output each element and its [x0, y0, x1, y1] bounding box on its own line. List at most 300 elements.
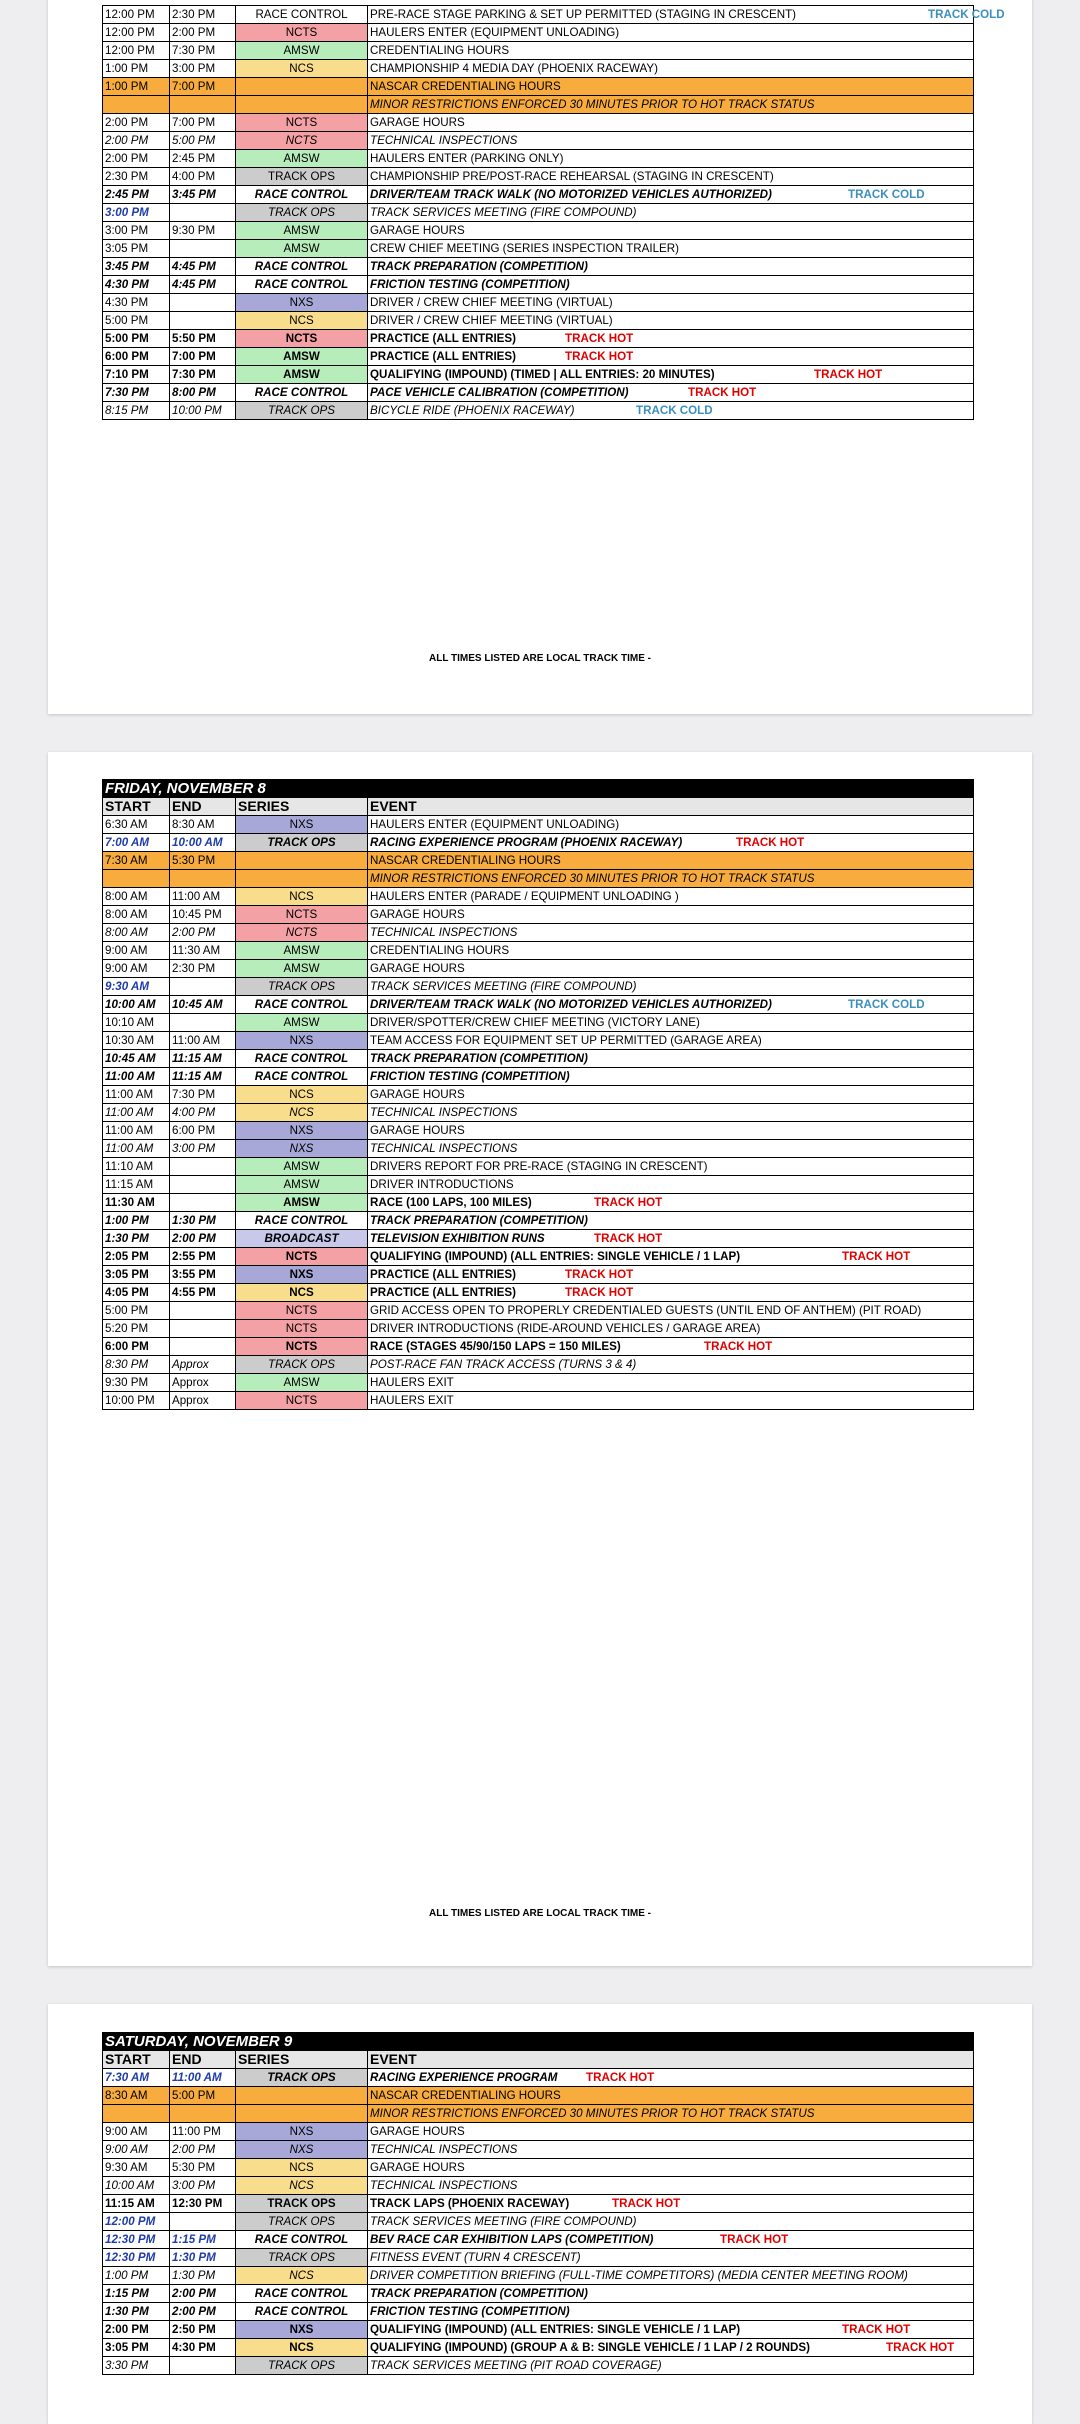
schedule-row	[103, 1032, 974, 1050]
series-badge: RACE CONTROL	[236, 2285, 368, 2303]
event-text	[368, 276, 974, 294]
event-text	[368, 42, 974, 60]
start-time: 8:15 PM	[103, 402, 170, 420]
event-label: GARAGE HOURS	[370, 2125, 465, 2138]
end-time: 5:30 PM	[170, 852, 236, 870]
schedule-row	[103, 168, 974, 186]
end-time: 5:50 PM	[170, 330, 236, 348]
end-time: 10:00 PM	[170, 402, 236, 420]
schedule-row	[103, 366, 974, 384]
event-text	[368, 2177, 974, 2195]
track-hot-badge: TRACK HOT	[612, 2197, 681, 2210]
event-text	[368, 2339, 974, 2357]
schedule-row	[103, 2267, 974, 2285]
start-time: 8:00 AM	[103, 924, 170, 942]
end-time: 11:15 AM	[170, 1068, 236, 1086]
event-text	[368, 1248, 974, 1266]
event-text	[368, 2105, 974, 2123]
schedule-row	[103, 204, 974, 222]
start-time: 2:05 PM	[103, 1248, 170, 1266]
start-time: 10:00 AM	[103, 996, 170, 1014]
schedule-row	[103, 1104, 974, 1122]
start-time: 8:00 AM	[103, 888, 170, 906]
event-label: HAULERS ENTER (PARKING ONLY)	[370, 152, 564, 165]
start-time: 11:00 AM	[103, 1086, 170, 1104]
event-text	[368, 1320, 974, 1338]
schedule-row	[103, 2249, 974, 2267]
series-badge: NCTS	[236, 1320, 368, 1338]
end-time: 2:55 PM	[170, 1248, 236, 1266]
event-label: DRIVER INTRODUCTIONS	[370, 1178, 514, 1191]
event-text	[368, 2195, 974, 2213]
start-time: 10:30 AM	[103, 1032, 170, 1050]
event-label: CHAMPIONSHIP 4 MEDIA DAY (PHOENIX RACEWAY)	[370, 62, 658, 75]
start-time: 5:00 PM	[103, 1302, 170, 1320]
end-time: 8:00 PM	[170, 384, 236, 402]
event-text	[368, 312, 974, 330]
track-cold-badge: TRACK COLD	[636, 404, 713, 417]
schedule-row	[103, 132, 974, 150]
event-text	[368, 906, 974, 924]
end-time: 2:00 PM	[170, 24, 236, 42]
end-time: 11:30 AM	[170, 942, 236, 960]
start-time: 10:45 AM	[103, 1050, 170, 1068]
event-text	[368, 978, 974, 996]
track-hot-badge: TRACK HOT	[565, 1268, 634, 1281]
schedule-table-thursday	[102, 5, 1005, 420]
start-time: 9:00 AM	[103, 2123, 170, 2141]
track-hot-badge: TRACK HOT	[814, 368, 883, 381]
event-text	[368, 222, 974, 240]
series-badge: RACE CONTROL	[236, 6, 368, 24]
series-badge: TRACK OPS	[236, 2195, 368, 2213]
series-badge: NCS	[236, 1086, 368, 1104]
schedule-row	[103, 24, 974, 42]
schedule-row	[103, 2195, 974, 2213]
start-time: 2:30 PM	[103, 168, 170, 186]
series-badge: TRACK OPS	[236, 1356, 368, 1374]
end-time: 4:55 PM	[170, 1284, 236, 1302]
event-label: TECHNICAL INSPECTIONS	[370, 1106, 518, 1119]
event-text	[368, 1032, 974, 1050]
series-badge: AMSW	[236, 960, 368, 978]
start-time: 2:00 PM	[103, 2321, 170, 2339]
start-time: 8:30 AM	[103, 2087, 170, 2105]
start-time: 3:30 PM	[103, 2357, 170, 2375]
series-badge: RACE CONTROL	[236, 996, 368, 1014]
event-label: PRE-RACE STAGE PARKING & SET UP PERMITTED (STAGING IN CRESCENT)	[370, 8, 797, 21]
event-label: GRID ACCESS OPEN TO PROPERLY CREDENTIALED GUESTS (UNTIL END OF ANTHEM) (PIT ROAD)	[370, 1304, 922, 1317]
event-text	[368, 960, 974, 978]
event-label: HAULERS EXIT	[370, 1394, 454, 1407]
series-badge: RACE CONTROL	[236, 258, 368, 276]
schedule-row	[103, 978, 974, 996]
event-label: CREW CHIEF MEETING (SERIES INSPECTION TRAILER)	[370, 242, 679, 255]
event-label: TRACK PREPARATION (COMPETITION)	[370, 2287, 588, 2300]
series-badge: NCS	[236, 60, 368, 78]
end-time: 5:00 PM	[170, 132, 236, 150]
schedule-row	[103, 42, 974, 60]
event-label: CREDENTIALING HOURS	[370, 944, 510, 957]
end-time: 11:15 AM	[170, 1050, 236, 1068]
event-text	[368, 1140, 974, 1158]
end-time: 1:30 PM	[170, 1212, 236, 1230]
schedule-row	[103, 1122, 974, 1140]
schedule-row	[103, 150, 974, 168]
series-badge: NCS	[236, 2177, 368, 2195]
day-title: SATURDAY, NOVEMBER 9	[103, 2033, 974, 2051]
series-badge: TRACK OPS	[236, 978, 368, 996]
series-badge: NCS	[236, 888, 368, 906]
start-time: 7:30 AM	[103, 852, 170, 870]
series-badge: BROADCAST	[236, 1230, 368, 1248]
event-text	[368, 2285, 974, 2303]
event-text	[368, 186, 974, 204]
track-cold-badge: TRACK COLD	[848, 188, 925, 201]
start-time: 11:30 AM	[103, 1194, 170, 1212]
event-label: QUALIFYING (IMPOUND) (ALL ENTRIES: SINGLE VEHICLE / 1 LAP)	[370, 1250, 741, 1263]
track-hot-badge: TRACK HOT	[704, 1340, 773, 1353]
event-text	[368, 1230, 974, 1248]
event-label: CREDENTIALING HOURS	[370, 44, 510, 57]
start-time: 3:45 PM	[103, 258, 170, 276]
event-label: TECHNICAL INSPECTIONS	[370, 1142, 518, 1155]
event-label: FITNESS EVENT (TURN 4 CRESCENT)	[370, 2251, 581, 2264]
event-text	[368, 1086, 974, 1104]
event-text	[368, 2249, 974, 2267]
schedule-row	[103, 2357, 974, 2375]
start-time: 11:10 AM	[103, 1158, 170, 1176]
end-time	[170, 2105, 236, 2123]
event-label: TRACK SERVICES MEETING (FIRE COMPOUND)	[370, 980, 637, 993]
series-badge: NXS	[236, 1032, 368, 1050]
event-label: TRACK LAPS (PHOENIX RACEWAY)	[370, 2197, 570, 2210]
start-time: 11:00 AM	[103, 1104, 170, 1122]
event-label: GARAGE HOURS	[370, 908, 465, 921]
schedule-row	[103, 1320, 974, 1338]
event-text	[368, 258, 974, 276]
end-time: Approx	[170, 1356, 236, 1374]
schedule-row	[103, 2339, 974, 2357]
event-text	[368, 384, 974, 402]
start-time: 9:30 PM	[103, 1374, 170, 1392]
start-time: 10:10 AM	[103, 1014, 170, 1032]
event-text	[368, 870, 974, 888]
event-text	[368, 1176, 974, 1194]
start-time: 12:00 PM	[103, 42, 170, 60]
event-label: QUALIFYING (IMPOUND) (ALL ENTRIES: SINGLE VEHICLE / 1 LAP)	[370, 2323, 741, 2336]
schedule-row	[103, 384, 974, 402]
event-label: DRIVER/TEAM TRACK WALK (NO MOTORIZED VEHICLES AUTHORIZED)	[370, 188, 772, 201]
end-time: 4:45 PM	[170, 258, 236, 276]
end-time: 3:55 PM	[170, 1266, 236, 1284]
start-time: 11:00 AM	[103, 1140, 170, 1158]
schedule-row	[103, 2213, 974, 2231]
event-label: TECHNICAL INSPECTIONS	[370, 2143, 518, 2156]
start-time	[103, 870, 170, 888]
event-text	[368, 942, 974, 960]
event-text	[368, 996, 974, 1014]
event-label: POST-RACE FAN TRACK ACCESS (TURNS 3 & 4)	[370, 1358, 637, 1371]
event-label: PRACTICE (ALL ENTRIES)	[370, 350, 516, 363]
end-time: 12:30 PM	[170, 2195, 236, 2213]
end-time	[170, 1014, 236, 1032]
start-time: 12:00 PM	[103, 6, 170, 24]
end-time: 2:00 PM	[170, 2285, 236, 2303]
end-time: 2:00 PM	[170, 1230, 236, 1248]
start-time: 1:30 PM	[103, 1230, 170, 1248]
series-badge: AMSW	[236, 1176, 368, 1194]
end-time: 2:30 PM	[170, 960, 236, 978]
end-time: 4:30 PM	[170, 2339, 236, 2357]
series-badge: NCTS	[236, 1338, 368, 1356]
series-badge: AMSW	[236, 1194, 368, 1212]
schedule-row	[103, 2231, 974, 2249]
event-label: PRACTICE (ALL ENTRIES)	[370, 332, 516, 345]
end-time: 7:00 PM	[170, 114, 236, 132]
series-badge	[236, 2087, 368, 2105]
event-text	[368, 1374, 974, 1392]
schedule-row	[103, 222, 974, 240]
start-time: 12:30 PM	[103, 2249, 170, 2267]
event-text	[368, 150, 974, 168]
series-badge: AMSW	[236, 42, 368, 60]
track-cold-badge: TRACK COLD	[928, 8, 1005, 21]
start-time: 1:15 PM	[103, 2285, 170, 2303]
event-label: GARAGE HOURS	[370, 1124, 465, 1137]
event-label: DRIVER COMPETITION BRIEFING (FULL-TIME COMPETITORS) (MEDIA CENTER MEETING ROOM)	[370, 2269, 908, 2282]
event-text	[368, 1266, 974, 1284]
end-time: 7:30 PM	[170, 42, 236, 60]
series-badge: RACE CONTROL	[236, 1050, 368, 1068]
event-label: DRIVERS REPORT FOR PRE-RACE (STAGING IN CRESCENT)	[370, 1160, 708, 1173]
schedule-row	[103, 960, 974, 978]
end-time	[170, 1302, 236, 1320]
event-text	[368, 348, 974, 366]
series-badge: NCTS	[236, 1302, 368, 1320]
schedule-row	[103, 2159, 974, 2177]
schedule-row	[103, 1158, 974, 1176]
series-badge: AMSW	[236, 240, 368, 258]
schedule-page-friday	[48, 752, 1032, 1966]
schedule-row	[103, 348, 974, 366]
event-text	[368, 1122, 974, 1140]
event-text	[368, 60, 974, 78]
event-text	[368, 204, 974, 222]
event-label: HAULERS ENTER (EQUIPMENT UNLOADING)	[370, 26, 620, 39]
schedule-row	[103, 852, 974, 870]
start-time: 3:05 PM	[103, 240, 170, 258]
schedule-row	[103, 1140, 974, 1158]
track-hot-badge: TRACK HOT	[565, 1286, 634, 1299]
schedule-page-thursday	[48, 0, 1032, 714]
start-time: 3:00 PM	[103, 222, 170, 240]
schedule-row	[103, 888, 974, 906]
schedule-row	[103, 1356, 974, 1374]
event-text	[368, 24, 974, 42]
event-label: DRIVER / CREW CHIEF MEETING (VIRTUAL)	[370, 296, 613, 309]
track-cold-badge: TRACK COLD	[848, 998, 925, 1011]
event-text	[368, 366, 974, 384]
event-label: CHAMPIONSHIP PRE/POST-RACE REHEARSAL (STAGING IN CRESCENT)	[370, 170, 774, 183]
event-label: GARAGE HOURS	[370, 224, 465, 237]
end-time: 2:30 PM	[170, 6, 236, 24]
series-badge: RACE CONTROL	[236, 384, 368, 402]
series-badge: AMSW	[236, 1158, 368, 1176]
col-header-end: END	[170, 798, 236, 816]
end-time	[170, 294, 236, 312]
end-time: 10:00 AM	[170, 834, 236, 852]
end-time: 3:45 PM	[170, 186, 236, 204]
end-time: Approx	[170, 1392, 236, 1410]
event-label: DRIVER INTRODUCTIONS (RIDE-AROUND VEHICLES / GARAGE AREA)	[370, 1322, 761, 1335]
schedule-row	[103, 312, 974, 330]
event-text	[368, 2159, 974, 2177]
schedule-row	[103, 2141, 974, 2159]
series-badge: NXS	[236, 2321, 368, 2339]
start-time: 5:00 PM	[103, 330, 170, 348]
schedule-row	[103, 114, 974, 132]
schedule-row	[103, 2303, 974, 2321]
event-text	[368, 1068, 974, 1086]
event-label: RACE (STAGES 45/90/150 LAPS = 150 MILES)	[370, 1340, 621, 1353]
series-badge: RACE CONTROL	[236, 1068, 368, 1086]
event-label: TRACK SERVICES MEETING (PIT ROAD COVERAGE)	[370, 2359, 662, 2372]
footer-note: ALL TIMES LISTED ARE LOCAL TRACK TIME -	[428, 1908, 652, 1919]
schedule-row	[103, 2069, 974, 2087]
footer-note: ALL TIMES LISTED ARE LOCAL TRACK TIME -	[428, 653, 652, 664]
end-time: Approx	[170, 1374, 236, 1392]
event-label: GARAGE HOURS	[370, 2161, 465, 2174]
event-text	[368, 2357, 974, 2375]
schedule-row	[103, 1230, 974, 1248]
col-header-series: SERIES	[236, 798, 368, 816]
schedule-row	[103, 1194, 974, 1212]
series-badge: AMSW	[236, 150, 368, 168]
start-time: 5:00 PM	[103, 312, 170, 330]
event-label: MINOR RESTRICTIONS ENFORCED 30 MINUTES PRIOR TO HOT TRACK STATUS	[370, 872, 815, 885]
series-badge: TRACK OPS	[236, 2357, 368, 2375]
start-time: 6:30 AM	[103, 816, 170, 834]
series-badge: NCTS	[236, 24, 368, 42]
event-label: RACING EXPERIENCE PROGRAM	[370, 2071, 558, 2084]
schedule-row	[103, 240, 974, 258]
start-time: 9:00 AM	[103, 2141, 170, 2159]
series-badge: NXS	[236, 2141, 368, 2159]
series-badge: AMSW	[236, 942, 368, 960]
schedule-row	[103, 1086, 974, 1104]
end-time: 1:30 PM	[170, 2249, 236, 2267]
event-text	[368, 1284, 974, 1302]
event-label: PRACTICE (ALL ENTRIES)	[370, 1268, 516, 1281]
start-time: 9:00 AM	[103, 942, 170, 960]
event-text	[368, 114, 974, 132]
end-time	[170, 1158, 236, 1176]
start-time: 5:20 PM	[103, 1320, 170, 1338]
event-label: DRIVER / CREW CHIEF MEETING (VIRTUAL)	[370, 314, 613, 327]
series-badge	[236, 2105, 368, 2123]
schedule-row	[103, 1014, 974, 1032]
start-time: 2:00 PM	[103, 114, 170, 132]
start-time: 7:30 PM	[103, 384, 170, 402]
schedule-row	[103, 1212, 974, 1230]
start-time: 1:30 PM	[103, 2303, 170, 2321]
end-time: 3:00 PM	[170, 1140, 236, 1158]
event-label: GARAGE HOURS	[370, 962, 465, 975]
start-time: 8:30 PM	[103, 1356, 170, 1374]
event-label: BEV RACE CAR EXHIBITION LAPS (COMPETITION)	[370, 2233, 654, 2246]
track-hot-badge: TRACK HOT	[594, 1196, 663, 1209]
schedule-row	[103, 2087, 974, 2105]
series-badge: TRACK OPS	[236, 2069, 368, 2087]
event-label: TECHNICAL INSPECTIONS	[370, 134, 518, 147]
series-badge: NCTS	[236, 114, 368, 132]
track-hot-badge: TRACK HOT	[565, 350, 634, 363]
col-header-series: SERIES	[236, 2051, 368, 2069]
end-time: 2:00 PM	[170, 2303, 236, 2321]
col-header-start: START	[103, 2051, 170, 2069]
series-badge: TRACK OPS	[236, 168, 368, 186]
schedule-table-friday	[102, 779, 974, 1410]
event-label: NASCAR CREDENTIALING HOURS	[370, 854, 561, 867]
schedule-row	[103, 834, 974, 852]
event-text	[368, 168, 974, 186]
schedule-row	[103, 186, 974, 204]
event-text	[368, 96, 974, 114]
start-time: 3:05 PM	[103, 2339, 170, 2357]
event-label: GARAGE HOURS	[370, 1088, 465, 1101]
start-time: 4:30 PM	[103, 276, 170, 294]
end-time: 4:45 PM	[170, 276, 236, 294]
end-time: 7:00 PM	[170, 78, 236, 96]
series-badge: NCS	[236, 2159, 368, 2177]
start-time: 10:00 PM	[103, 1392, 170, 1410]
schedule-row	[103, 2285, 974, 2303]
start-time: 11:15 AM	[103, 1176, 170, 1194]
end-time	[170, 204, 236, 222]
event-text	[368, 1356, 974, 1374]
event-text	[368, 402, 974, 420]
series-badge: TRACK OPS	[236, 2213, 368, 2231]
event-text	[368, 924, 974, 942]
end-time	[170, 2213, 236, 2231]
col-header-event: EVENT	[368, 798, 974, 816]
track-hot-badge: TRACK HOT	[688, 386, 757, 399]
end-time	[170, 978, 236, 996]
end-time: 2:00 PM	[170, 924, 236, 942]
end-time: 7:30 PM	[170, 366, 236, 384]
series-badge: NXS	[236, 1140, 368, 1158]
schedule-row	[103, 996, 974, 1014]
series-badge: NCS	[236, 1284, 368, 1302]
event-label: TRACK SERVICES MEETING (FIRE COMPOUND)	[370, 2215, 637, 2228]
start-time: 12:30 PM	[103, 2231, 170, 2249]
schedule-row	[103, 2123, 974, 2141]
event-label: GARAGE HOURS	[370, 116, 465, 129]
event-label: PACE VEHICLE CALIBRATION (COMPETITION)	[370, 386, 629, 399]
end-time: 1:15 PM	[170, 2231, 236, 2249]
series-badge: NCTS	[236, 924, 368, 942]
track-hot-badge: TRACK HOT	[886, 2341, 955, 2354]
schedule-row	[103, 402, 974, 420]
series-badge: TRACK OPS	[236, 402, 368, 420]
schedule-row	[103, 1302, 974, 1320]
end-time: 2:50 PM	[170, 2321, 236, 2339]
event-text	[368, 888, 974, 906]
event-label: FRICTION TESTING (COMPETITION)	[370, 1070, 570, 1083]
event-text	[368, 1212, 974, 1230]
series-badge: NCTS	[236, 906, 368, 924]
